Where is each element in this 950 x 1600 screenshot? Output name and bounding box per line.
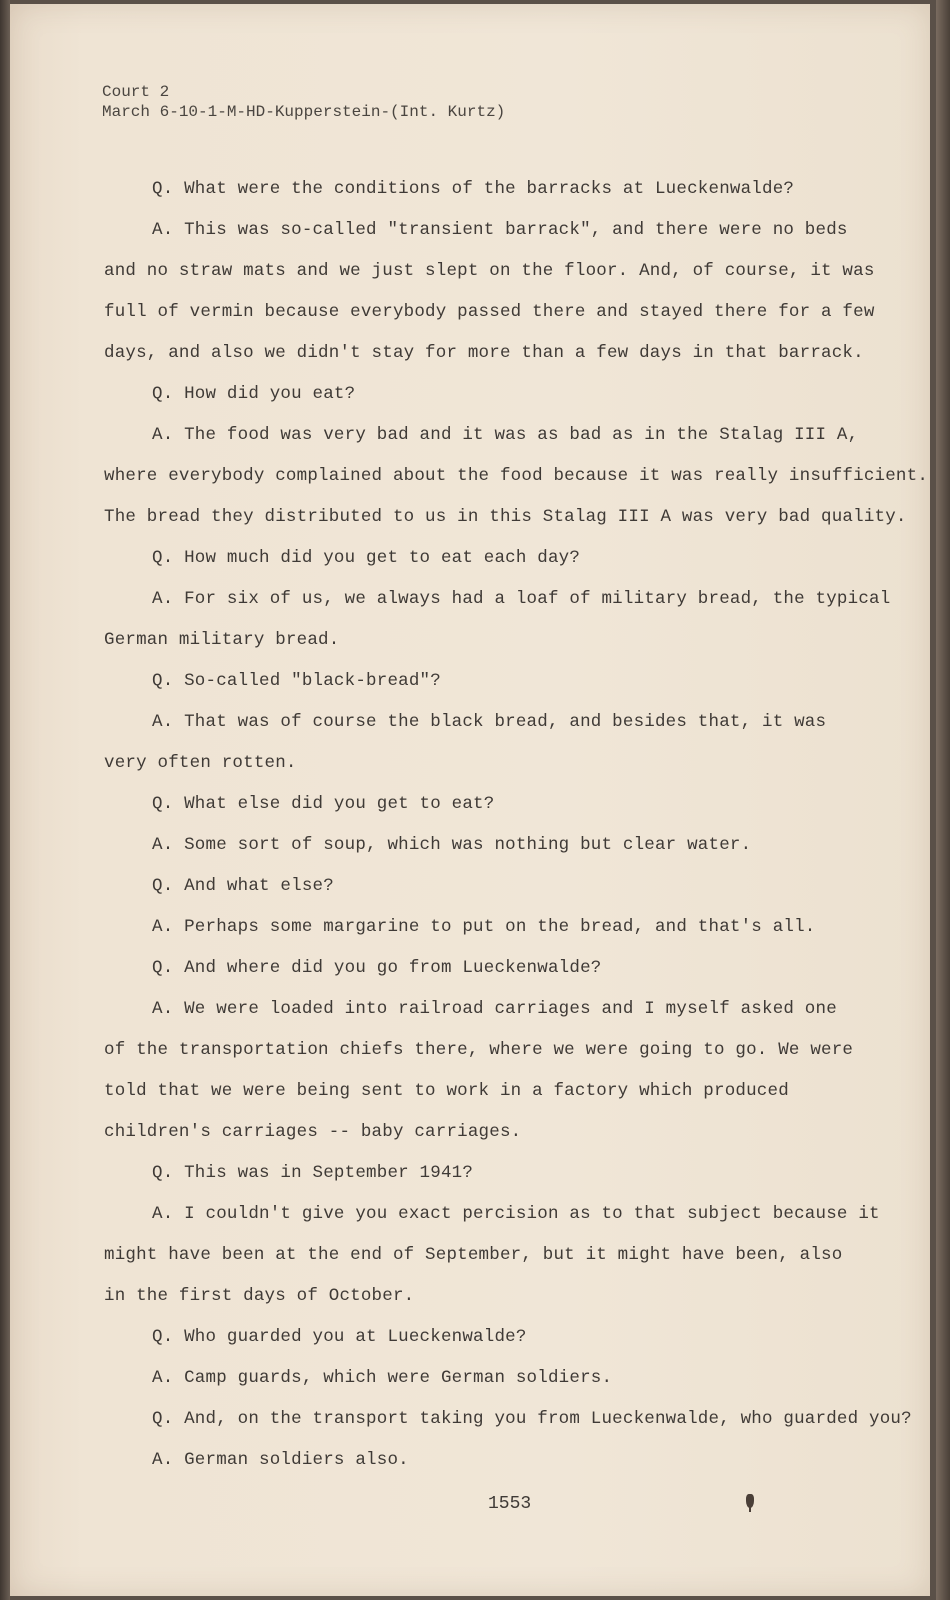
transcript-line: The bread they distributed to us in this Stalag III A was very bad quality. <box>104 507 907 527</box>
transcript-line: A. Some sort of soup, which was nothing but clear water. <box>152 835 752 855</box>
transcript-line: A. Camp guards, which were German soldiers. <box>152 1368 613 1388</box>
ink-blot <box>746 1494 754 1508</box>
header-court: Court 2 <box>102 83 170 101</box>
transcript-line: A. German soldiers also. <box>152 1450 409 1470</box>
transcript-line: Q. And, on the transport taking you from Lueckenwalde, who guarded you? <box>152 1409 912 1429</box>
transcript-line: A. The food was very bad and it was as bad as in the Stalag III A, <box>152 425 859 445</box>
transcript-line: German military bread. <box>104 630 340 650</box>
transcript-line: days, and also we didn't stay for more than a few days in that barrack. <box>104 343 864 363</box>
scan-left-edge <box>0 0 10 1600</box>
transcript-line: A. I couldn't give you exact percision as to that subject because it <box>152 1204 880 1224</box>
transcript-line: Q. Who guarded you at Lueckenwalde? <box>152 1327 527 1347</box>
document-header <box>102 82 505 122</box>
transcript-line: full of vermin because everybody passed there and stayed there for a few <box>104 302 875 322</box>
transcript-line: in the first days of October. <box>104 1286 415 1306</box>
transcript-line: A. This was so-called "transient barrack", and there were no beds <box>152 220 848 240</box>
transcript-line: A. Perhaps some margarine to put on the bread, and that's all. <box>152 917 816 937</box>
transcript-line: and no straw mats and we just slept on the floor. And, of course, it was <box>104 261 875 281</box>
transcript-line: might have been at the end of September, but it might have been, also <box>104 1245 843 1265</box>
transcript-line: A. That was of course the black bread, and besides that, it was <box>152 712 827 732</box>
transcript-line: Q. What were the conditions of the barracks at Lueckenwalde? <box>152 179 795 199</box>
transcript-line: Q. How did you eat? <box>152 384 356 404</box>
scan-right-edge <box>936 0 950 1600</box>
transcript-line: told that we were being sent to work in a factory which produced <box>104 1081 789 1101</box>
header-case-reference: March 6-10-1-M-HD-Kupperstein-(Int. Kurtz) <box>102 103 506 121</box>
transcript-line: children's carriages -- baby carriages. <box>104 1122 522 1142</box>
transcript-line: of the transportation chiefs there, where we were going to go. We were <box>104 1040 854 1060</box>
transcript-line: A. We were loaded into railroad carriages and I myself asked one <box>152 999 837 1019</box>
transcript-line: Q. This was in September 1941? <box>152 1163 474 1183</box>
transcript-line: Q. And where did you go from Lueckenwalde? <box>152 958 602 978</box>
transcript-line: Q. So-called "black-bread"? <box>152 671 441 691</box>
transcript-line: Q. And what else? <box>152 876 334 896</box>
transcript-line: Q. What else did you get to eat? <box>152 794 495 814</box>
transcript-line: where everybody complained about the food because it was really insufficient. <box>104 466 929 486</box>
transcript-line: Q. How much did you get to eat each day? <box>152 548 581 568</box>
document-page <box>10 4 930 1596</box>
transcript-line: A. For six of us, we always had a loaf of military bread, the typical <box>152 589 891 609</box>
transcript-line: very often rotten. <box>104 753 297 773</box>
page-number: 1553 <box>488 1494 532 1514</box>
